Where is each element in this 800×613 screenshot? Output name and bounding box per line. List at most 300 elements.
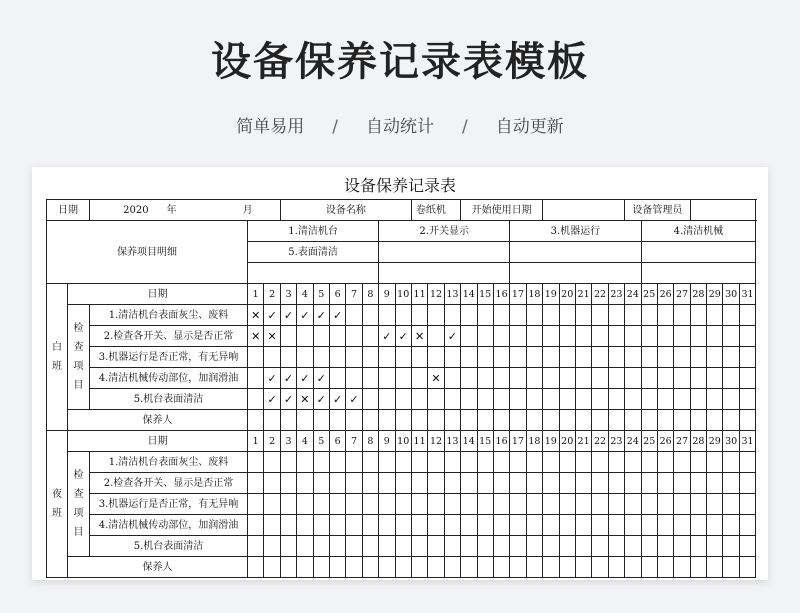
signer-cell[interactable]	[280, 557, 296, 578]
mark-cell[interactable]	[657, 368, 673, 389]
mark-cell[interactable]	[739, 494, 755, 515]
mark-cell[interactable]	[641, 515, 657, 536]
mark-cell[interactable]	[461, 305, 477, 326]
mark-cell[interactable]	[280, 536, 296, 557]
mark-cell[interactable]	[395, 389, 411, 410]
mark-cell[interactable]	[575, 494, 591, 515]
signer-cell[interactable]	[280, 410, 296, 431]
signer-cell[interactable]	[411, 557, 427, 578]
mark-cell[interactable]	[346, 326, 362, 347]
mark-cell[interactable]	[346, 494, 362, 515]
mark-cell[interactable]	[608, 452, 624, 473]
mark-cell[interactable]	[264, 347, 280, 368]
mark-cell[interactable]	[477, 326, 493, 347]
mark-cell[interactable]	[674, 515, 690, 536]
mark-cell[interactable]	[461, 452, 477, 473]
mark-cell[interactable]	[739, 389, 755, 410]
signer-cell[interactable]	[690, 410, 706, 431]
mark-cell[interactable]	[248, 452, 264, 473]
mark-cell[interactable]	[346, 347, 362, 368]
mark-cell[interactable]	[329, 452, 345, 473]
mark-cell[interactable]	[641, 347, 657, 368]
mark-cell[interactable]	[280, 473, 296, 494]
mark-cell[interactable]	[379, 452, 395, 473]
mark-cell[interactable]	[362, 452, 378, 473]
mark-cell[interactable]	[313, 494, 329, 515]
mark-cell[interactable]	[461, 389, 477, 410]
check-mark[interactable]: ✓	[297, 305, 313, 326]
mark-cell[interactable]	[543, 494, 559, 515]
mark-cell[interactable]	[608, 347, 624, 368]
mark-cell[interactable]	[625, 326, 641, 347]
mark-cell[interactable]	[641, 389, 657, 410]
mark-cell[interactable]	[329, 368, 345, 389]
mark-cell[interactable]	[313, 515, 329, 536]
mark-cell[interactable]	[690, 452, 706, 473]
mark-cell[interactable]	[329, 347, 345, 368]
manager-value[interactable]	[690, 200, 756, 221]
equipment-name-value[interactable]: 卷纸机	[411, 200, 460, 221]
mark-cell[interactable]	[510, 452, 526, 473]
signer-cell[interactable]	[362, 557, 378, 578]
mark-cell[interactable]	[379, 473, 395, 494]
mark-cell[interactable]	[411, 473, 427, 494]
mark-cell[interactable]	[362, 389, 378, 410]
mark-cell[interactable]	[625, 347, 641, 368]
signer-cell[interactable]	[559, 410, 575, 431]
mark-cell[interactable]	[477, 368, 493, 389]
cross-mark[interactable]: ✕	[411, 326, 427, 347]
signer-cell[interactable]	[526, 557, 542, 578]
mark-cell[interactable]	[329, 536, 345, 557]
mark-cell[interactable]	[493, 473, 509, 494]
signer-cell[interactable]	[411, 410, 427, 431]
mark-cell[interactable]	[297, 473, 313, 494]
mark-cell[interactable]	[608, 473, 624, 494]
mark-cell[interactable]	[428, 389, 444, 410]
mark-cell[interactable]	[526, 326, 542, 347]
mark-cell[interactable]	[428, 326, 444, 347]
mark-cell[interactable]	[461, 494, 477, 515]
mark-cell[interactable]	[657, 515, 673, 536]
mark-cell[interactable]	[395, 473, 411, 494]
mark-cell[interactable]	[264, 536, 280, 557]
mark-cell[interactable]	[297, 326, 313, 347]
signer-cell[interactable]	[264, 410, 280, 431]
mark-cell[interactable]	[362, 515, 378, 536]
mark-cell[interactable]	[395, 494, 411, 515]
mark-cell[interactable]	[248, 473, 264, 494]
signer-cell[interactable]	[723, 557, 739, 578]
mark-cell[interactable]	[428, 536, 444, 557]
mark-cell[interactable]	[248, 389, 264, 410]
check-mark[interactable]: ✓	[379, 326, 395, 347]
mark-cell[interactable]	[510, 389, 526, 410]
mark-cell[interactable]	[248, 368, 264, 389]
signer-cell[interactable]	[248, 410, 264, 431]
mark-cell[interactable]	[297, 347, 313, 368]
mark-cell[interactable]	[362, 494, 378, 515]
signer-cell[interactable]	[707, 557, 723, 578]
mark-cell[interactable]	[674, 494, 690, 515]
mark-cell[interactable]	[526, 515, 542, 536]
mark-cell[interactable]	[477, 515, 493, 536]
check-mark[interactable]: ✓	[329, 305, 345, 326]
mark-cell[interactable]	[723, 305, 739, 326]
signer-cell[interactable]	[428, 557, 444, 578]
mark-cell[interactable]	[493, 347, 509, 368]
mark-cell[interactable]	[510, 473, 526, 494]
mark-cell[interactable]	[477, 536, 493, 557]
mark-cell[interactable]	[477, 389, 493, 410]
mark-cell[interactable]	[493, 305, 509, 326]
mark-cell[interactable]	[592, 473, 608, 494]
mark-cell[interactable]	[493, 452, 509, 473]
mark-cell[interactable]	[493, 536, 509, 557]
cross-mark[interactable]: ✕	[264, 326, 280, 347]
mark-cell[interactable]	[264, 515, 280, 536]
signer-cell[interactable]	[379, 410, 395, 431]
check-mark[interactable]: ✓	[297, 368, 313, 389]
signer-cell[interactable]	[641, 410, 657, 431]
signer-cell[interactable]	[608, 557, 624, 578]
mark-cell[interactable]	[592, 452, 608, 473]
signer-cell[interactable]	[559, 557, 575, 578]
mark-cell[interactable]	[444, 536, 460, 557]
mark-cell[interactable]	[739, 536, 755, 557]
mark-cell[interactable]	[428, 515, 444, 536]
mark-cell[interactable]	[379, 368, 395, 389]
mark-cell[interactable]	[559, 536, 575, 557]
signer-cell[interactable]	[313, 557, 329, 578]
mark-cell[interactable]	[575, 305, 591, 326]
mark-cell[interactable]	[411, 515, 427, 536]
mark-cell[interactable]	[707, 473, 723, 494]
mark-cell[interactable]	[723, 494, 739, 515]
mark-cell[interactable]	[526, 389, 542, 410]
mark-cell[interactable]	[362, 536, 378, 557]
mark-cell[interactable]	[526, 347, 542, 368]
signer-cell[interactable]	[739, 410, 755, 431]
signer-cell[interactable]	[362, 410, 378, 431]
mark-cell[interactable]	[362, 368, 378, 389]
signer-cell[interactable]	[493, 410, 509, 431]
signer-cell[interactable]	[575, 557, 591, 578]
mark-cell[interactable]	[477, 452, 493, 473]
check-mark[interactable]: ✓	[280, 305, 296, 326]
mark-cell[interactable]	[313, 452, 329, 473]
mark-cell[interactable]	[248, 536, 264, 557]
mark-cell[interactable]	[674, 452, 690, 473]
check-mark[interactable]: ✓	[264, 368, 280, 389]
mark-cell[interactable]	[248, 494, 264, 515]
mark-cell[interactable]	[493, 389, 509, 410]
mark-cell[interactable]	[608, 536, 624, 557]
mark-cell[interactable]	[657, 389, 673, 410]
mark-cell[interactable]	[264, 452, 280, 473]
mark-cell[interactable]	[707, 452, 723, 473]
signer-cell[interactable]	[723, 410, 739, 431]
mark-cell[interactable]	[362, 473, 378, 494]
mark-cell[interactable]	[461, 368, 477, 389]
mark-cell[interactable]	[510, 515, 526, 536]
mark-cell[interactable]	[657, 452, 673, 473]
mark-cell[interactable]	[428, 347, 444, 368]
mark-cell[interactable]	[543, 473, 559, 494]
mark-cell[interactable]	[543, 368, 559, 389]
mark-cell[interactable]	[493, 515, 509, 536]
mark-cell[interactable]	[346, 452, 362, 473]
mark-cell[interactable]	[723, 389, 739, 410]
mark-cell[interactable]	[477, 347, 493, 368]
mark-cell[interactable]	[444, 473, 460, 494]
date-value-cell[interactable]	[90, 200, 281, 221]
mark-cell[interactable]	[641, 473, 657, 494]
mark-cell[interactable]	[657, 305, 673, 326]
check-mark[interactable]: ✓	[444, 326, 460, 347]
check-mark[interactable]: ✓	[280, 389, 296, 410]
mark-cell[interactable]	[690, 326, 706, 347]
mark-cell[interactable]	[559, 347, 575, 368]
mark-cell[interactable]	[559, 305, 575, 326]
signer-cell[interactable]	[657, 557, 673, 578]
mark-cell[interactable]	[625, 368, 641, 389]
mark-cell[interactable]	[657, 326, 673, 347]
mark-cell[interactable]	[297, 494, 313, 515]
mark-cell[interactable]	[657, 494, 673, 515]
mark-cell[interactable]	[559, 389, 575, 410]
mark-cell[interactable]	[346, 536, 362, 557]
mark-cell[interactable]	[707, 494, 723, 515]
mark-cell[interactable]	[690, 473, 706, 494]
mark-cell[interactable]	[395, 452, 411, 473]
mark-cell[interactable]	[379, 494, 395, 515]
mark-cell[interactable]	[723, 515, 739, 536]
mark-cell[interactable]	[657, 473, 673, 494]
check-mark[interactable]: ✓	[346, 389, 362, 410]
mark-cell[interactable]	[444, 452, 460, 473]
signer-cell[interactable]	[493, 557, 509, 578]
mark-cell[interactable]	[461, 326, 477, 347]
mark-cell[interactable]	[690, 368, 706, 389]
signer-cell[interactable]	[461, 557, 477, 578]
mark-cell[interactable]	[608, 368, 624, 389]
mark-cell[interactable]	[346, 305, 362, 326]
mark-cell[interactable]	[674, 536, 690, 557]
mark-cell[interactable]	[379, 536, 395, 557]
mark-cell[interactable]	[428, 494, 444, 515]
check-mark[interactable]: ✓	[313, 305, 329, 326]
signer-cell[interactable]	[313, 410, 329, 431]
mark-cell[interactable]	[313, 473, 329, 494]
cross-mark[interactable]: ✕	[248, 305, 264, 326]
mark-cell[interactable]	[707, 347, 723, 368]
mark-cell[interactable]	[739, 305, 755, 326]
mark-cell[interactable]	[690, 515, 706, 536]
signer-cell[interactable]	[543, 557, 559, 578]
mark-cell[interactable]	[739, 347, 755, 368]
mark-cell[interactable]	[592, 326, 608, 347]
mark-cell[interactable]	[559, 368, 575, 389]
mark-cell[interactable]	[543, 452, 559, 473]
mark-cell[interactable]	[575, 389, 591, 410]
mark-cell[interactable]	[329, 473, 345, 494]
mark-cell[interactable]	[526, 452, 542, 473]
mark-cell[interactable]	[723, 368, 739, 389]
mark-cell[interactable]	[461, 473, 477, 494]
mark-cell[interactable]	[674, 347, 690, 368]
mark-cell[interactable]	[379, 515, 395, 536]
mark-cell[interactable]	[461, 347, 477, 368]
mark-cell[interactable]	[641, 536, 657, 557]
signer-cell[interactable]	[510, 410, 526, 431]
mark-cell[interactable]	[739, 368, 755, 389]
mark-cell[interactable]	[444, 347, 460, 368]
mark-cell[interactable]	[608, 326, 624, 347]
mark-cell[interactable]	[559, 515, 575, 536]
mark-cell[interactable]	[690, 494, 706, 515]
mark-cell[interactable]	[510, 305, 526, 326]
signer-cell[interactable]	[625, 557, 641, 578]
mark-cell[interactable]	[526, 368, 542, 389]
mark-cell[interactable]	[444, 305, 460, 326]
mark-cell[interactable]	[543, 389, 559, 410]
mark-cell[interactable]	[625, 536, 641, 557]
mark-cell[interactable]	[395, 515, 411, 536]
mark-cell[interactable]	[411, 389, 427, 410]
mark-cell[interactable]	[444, 368, 460, 389]
mark-cell[interactable]	[346, 515, 362, 536]
signer-cell[interactable]	[395, 410, 411, 431]
signer-cell[interactable]	[543, 410, 559, 431]
mark-cell[interactable]	[510, 368, 526, 389]
signer-cell[interactable]	[379, 557, 395, 578]
mark-cell[interactable]	[280, 515, 296, 536]
mark-cell[interactable]	[592, 347, 608, 368]
mark-cell[interactable]	[575, 452, 591, 473]
mark-cell[interactable]	[264, 473, 280, 494]
mark-cell[interactable]	[346, 368, 362, 389]
check-mark[interactable]: ✓	[313, 368, 329, 389]
check-mark[interactable]: ✓	[264, 305, 280, 326]
mark-cell[interactable]	[592, 368, 608, 389]
mark-cell[interactable]	[428, 473, 444, 494]
mark-cell[interactable]	[707, 368, 723, 389]
signer-cell[interactable]	[707, 410, 723, 431]
signer-cell[interactable]	[657, 410, 673, 431]
signer-cell[interactable]	[575, 410, 591, 431]
signer-cell[interactable]	[444, 557, 460, 578]
mark-cell[interactable]	[625, 494, 641, 515]
mark-cell[interactable]	[411, 305, 427, 326]
mark-cell[interactable]	[559, 494, 575, 515]
check-mark[interactable]: ✓	[280, 368, 296, 389]
mark-cell[interactable]	[428, 452, 444, 473]
mark-cell[interactable]	[575, 473, 591, 494]
mark-cell[interactable]	[723, 347, 739, 368]
signer-cell[interactable]	[297, 557, 313, 578]
mark-cell[interactable]	[592, 515, 608, 536]
signer-cell[interactable]	[264, 557, 280, 578]
mark-cell[interactable]	[526, 473, 542, 494]
mark-cell[interactable]	[543, 515, 559, 536]
mark-cell[interactable]	[379, 347, 395, 368]
mark-cell[interactable]	[739, 452, 755, 473]
mark-cell[interactable]	[575, 326, 591, 347]
signer-cell[interactable]	[477, 557, 493, 578]
mark-cell[interactable]	[674, 473, 690, 494]
mark-cell[interactable]	[395, 536, 411, 557]
mark-cell[interactable]	[526, 536, 542, 557]
mark-cell[interactable]	[510, 536, 526, 557]
signer-cell[interactable]	[608, 410, 624, 431]
mark-cell[interactable]	[313, 536, 329, 557]
mark-cell[interactable]	[707, 536, 723, 557]
mark-cell[interactable]	[575, 347, 591, 368]
signer-cell[interactable]	[510, 557, 526, 578]
mark-cell[interactable]	[625, 452, 641, 473]
mark-cell[interactable]	[641, 305, 657, 326]
mark-cell[interactable]	[625, 473, 641, 494]
mark-cell[interactable]	[657, 347, 673, 368]
mark-cell[interactable]	[493, 494, 509, 515]
mark-cell[interactable]	[461, 536, 477, 557]
mark-cell[interactable]	[280, 347, 296, 368]
mark-cell[interactable]	[444, 389, 460, 410]
mark-cell[interactable]	[657, 536, 673, 557]
mark-cell[interactable]	[510, 347, 526, 368]
mark-cell[interactable]	[477, 473, 493, 494]
mark-cell[interactable]	[395, 347, 411, 368]
signer-cell[interactable]	[248, 557, 264, 578]
mark-cell[interactable]	[559, 326, 575, 347]
mark-cell[interactable]	[543, 536, 559, 557]
mark-cell[interactable]	[641, 326, 657, 347]
check-mark[interactable]: ✓	[264, 389, 280, 410]
mark-cell[interactable]	[690, 305, 706, 326]
mark-cell[interactable]	[592, 536, 608, 557]
mark-cell[interactable]	[379, 389, 395, 410]
mark-cell[interactable]	[625, 305, 641, 326]
signer-cell[interactable]	[592, 410, 608, 431]
mark-cell[interactable]	[280, 452, 296, 473]
mark-cell[interactable]	[411, 452, 427, 473]
mark-cell[interactable]	[592, 494, 608, 515]
signer-cell[interactable]	[297, 410, 313, 431]
mark-cell[interactable]	[395, 368, 411, 389]
mark-cell[interactable]	[690, 389, 706, 410]
mark-cell[interactable]	[608, 494, 624, 515]
cross-mark[interactable]: ✕	[248, 326, 264, 347]
signer-cell[interactable]	[690, 557, 706, 578]
signer-cell[interactable]	[444, 410, 460, 431]
mark-cell[interactable]	[707, 515, 723, 536]
check-mark[interactable]: ✓	[329, 389, 345, 410]
start-date-value[interactable]	[543, 200, 625, 221]
mark-cell[interactable]	[411, 368, 427, 389]
mark-cell[interactable]	[493, 368, 509, 389]
mark-cell[interactable]	[411, 536, 427, 557]
mark-cell[interactable]	[493, 326, 509, 347]
mark-cell[interactable]	[739, 326, 755, 347]
mark-cell[interactable]	[592, 389, 608, 410]
mark-cell[interactable]	[477, 494, 493, 515]
mark-cell[interactable]	[329, 494, 345, 515]
mark-cell[interactable]	[362, 305, 378, 326]
mark-cell[interactable]	[379, 305, 395, 326]
mark-cell[interactable]	[313, 347, 329, 368]
mark-cell[interactable]	[723, 536, 739, 557]
